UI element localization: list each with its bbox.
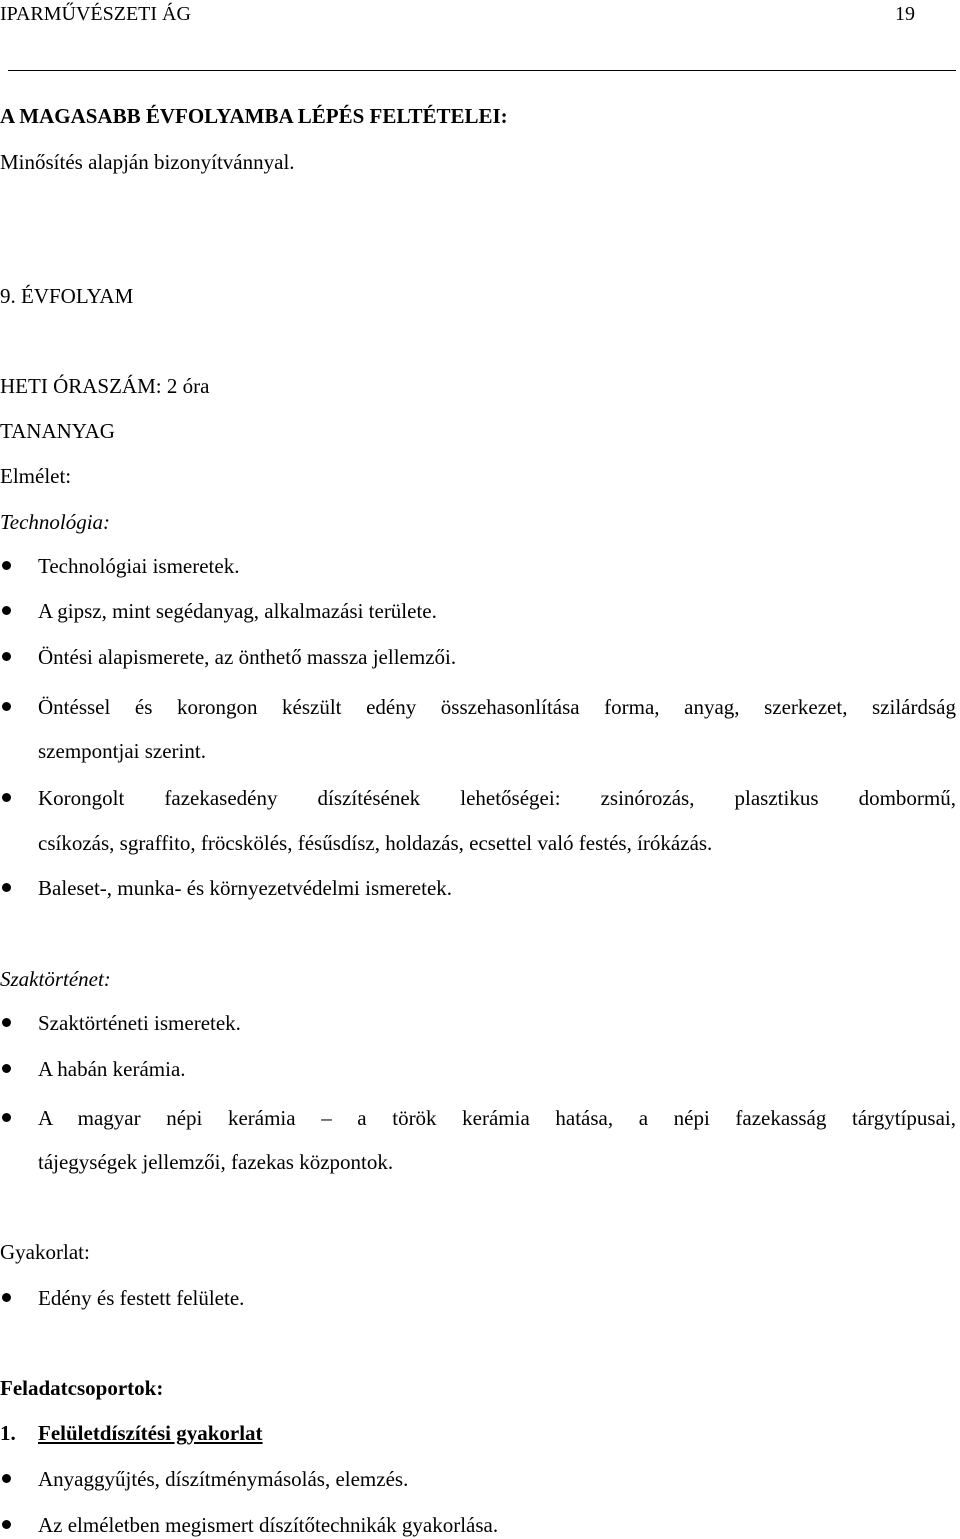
- list-item: Edény és festett felülete.: [38, 1286, 245, 1310]
- weekly-hours: [0, 374, 209, 398]
- section-title: IPARMŰVÉSZETI ÁG: [0, 3, 191, 25]
- page-number: 19: [895, 3, 915, 25]
- list-item: Szaktörténeti ismeretek.: [38, 1011, 241, 1035]
- advancement-text: Minősítés alapján bizonyítvánnyal.: [0, 150, 295, 174]
- list-item: Az elméletben megismert díszítőtechnikák gyakorlása.: [38, 1513, 499, 1537]
- list-item: A magyar népi kerámia – a török kerámia hatása, a népi fazekasság tárgytípusai,: [38, 1106, 956, 1130]
- bullet-icon: [2, 793, 11, 802]
- bullet-icon: [2, 883, 11, 892]
- list-item: Öntéssel és korongon készült edény összehasonlítása forma, anyag, szerkezet, szilárdság: [38, 695, 956, 719]
- list-item: Baleset-, munka- és környezetvédelmi ismeretek.: [38, 876, 453, 900]
- hours-value: 2 óra: [161, 374, 210, 398]
- list-item: Öntési alapismerete, az önthető massza jellemzői.: [38, 645, 457, 669]
- history-label: Szaktörténet:: [0, 967, 111, 991]
- bullet-icon: [2, 1113, 11, 1122]
- bullet-icon: [2, 1064, 11, 1073]
- list-item: A habán kerámia.: [38, 1057, 186, 1081]
- bullet-icon: [2, 652, 11, 661]
- advancement-title: A MAGASABB ÉVFOLYAMBA LÉPÉS FELTÉTELEI:: [0, 104, 508, 128]
- technology-label: Technológia:: [0, 510, 111, 534]
- list-item-continuation: tájegységek jellemzői, fazekas központok.: [38, 1150, 394, 1174]
- hours-label: HETI ÓRASZÁM:: [0, 374, 162, 398]
- tasks-label: Feladatcsoportok:: [0, 1376, 164, 1400]
- curriculum-title: TANANYAG: [0, 419, 115, 443]
- bullet-icon: [2, 702, 11, 711]
- list-item-continuation: csíkozás, sgraffito, fröcskölés, fésűsdísz, holdazás, ecsettel való festés, írókázás.: [38, 831, 713, 855]
- bullet-icon: [2, 1520, 11, 1529]
- bullet-icon: [2, 1293, 11, 1302]
- list-item: Korongolt fazekasedény díszítésének lehetőségei: zsinórozás, plasztikus dombormű,: [38, 786, 956, 810]
- bullet-icon: [2, 561, 11, 570]
- list-item-continuation: szempontjai szerint.: [38, 739, 206, 763]
- grade-title: 9. ÉVFOLYAM: [0, 284, 134, 308]
- practice-label: Gyakorlat:: [0, 1240, 90, 1264]
- list-item: Anyaggyűjtés, díszítménymásolás, elemzés.: [38, 1467, 409, 1491]
- header-rule: [8, 70, 956, 71]
- task-group-title: Felületdíszítési gyakorlat: [38, 1421, 263, 1445]
- theory-label: Elmélet:: [0, 464, 72, 488]
- task-group-number: 1.: [0, 1421, 16, 1445]
- bullet-icon: [2, 606, 11, 615]
- list-item: A gipsz, mint segédanyag, alkalmazási területe.: [38, 599, 437, 623]
- bullet-icon: [2, 1018, 11, 1027]
- list-item: Technológiai ismeretek.: [38, 554, 240, 578]
- bullet-icon: [2, 1474, 11, 1483]
